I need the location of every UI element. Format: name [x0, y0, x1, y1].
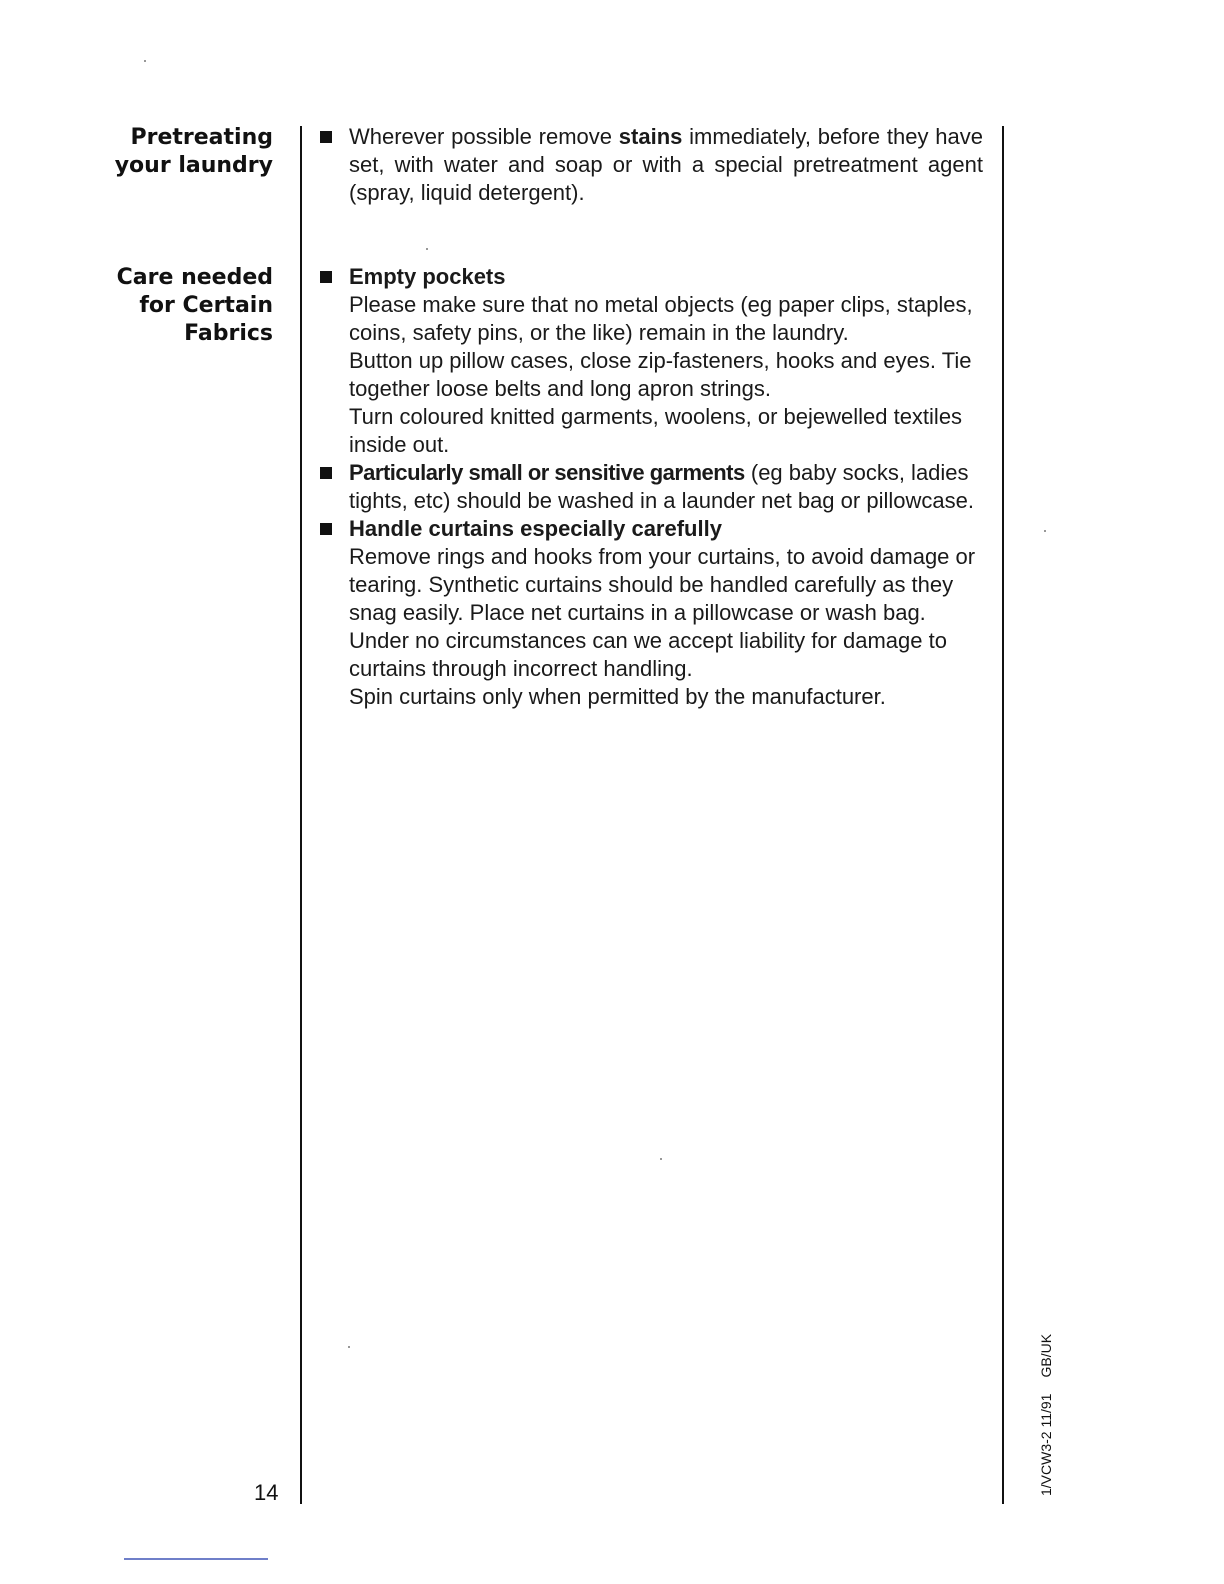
section-heading-care-fabrics	[117, 264, 273, 348]
bullet-square-icon	[320, 467, 332, 479]
empty-pockets-paragraph: Turn coloured knitted garments, woolens, or bejewelled textiles inside out.	[349, 404, 963, 457]
stains-paragraph	[349, 123, 983, 207]
stains-text-pre: Wherever possible remove	[349, 124, 619, 149]
scan-speck	[426, 248, 428, 250]
curtains-block	[349, 515, 985, 711]
sensitive-garments-paragraph	[349, 459, 985, 515]
scan-speck	[144, 60, 146, 62]
curtains-title: Handle curtains especially carefully	[349, 516, 722, 541]
stains-text-post: immediately, before they have set, with water and soap or with a special pretreatment agent (spray, liquid detergent).	[349, 124, 984, 205]
heading-line: Care needed	[116, 265, 273, 290]
page-number: 14	[254, 1480, 279, 1505]
left-column-rule	[300, 126, 302, 1504]
curtains-paragraph: Spin curtains only when permitted by the manufacturer.	[349, 684, 886, 709]
curtains-paragraph: Under no circumstances can we accept liability for damage to curtains through incorrect handling.	[349, 628, 947, 681]
empty-pockets-paragraph: Button up pillow cases, close zip-fasteners, hooks and eyes. Tie together loose belts and long apron strings.	[349, 348, 972, 401]
heading-line: for Certain	[139, 293, 273, 318]
region-code: GB/UK	[1038, 1333, 1054, 1378]
bullet-square-icon	[320, 271, 332, 283]
stains-bold: stains	[618, 124, 683, 149]
curtains-paragraph: Remove rings and hooks from your curtains, to avoid damage or tearing. Synthetic curtains should be handled carefully as they snag easily. Place net curtains in a pillowcase or wash bag.	[349, 544, 976, 625]
sensitive-garments-bold: Particularly small or sensitive garments	[349, 460, 745, 485]
empty-pockets-paragraph: Please make sure that no metal objects (eg paper clips, staples, coins, safety pins, or the like) remain in the laundry.	[349, 292, 973, 345]
document-code: 1/VCW3-2 11/91	[1038, 1393, 1054, 1496]
empty-pockets-title: Empty pockets	[349, 264, 506, 289]
heading-line: your laundry	[114, 153, 273, 178]
heading-line: Pretreating	[130, 125, 273, 150]
scan-speck	[660, 1158, 662, 1160]
scan-speck	[348, 1346, 350, 1348]
heading-line: Fabrics	[184, 321, 273, 346]
bullet-square-icon	[320, 523, 332, 535]
empty-pockets-block	[349, 263, 985, 459]
section-heading-pretreating	[115, 124, 273, 180]
scan-speck	[1044, 530, 1046, 532]
right-column-rule	[1002, 126, 1004, 1504]
bottom-accent-line	[124, 1558, 268, 1560]
bullet-square-icon	[320, 131, 332, 143]
sensitive-garments-text: (eg baby socks, ladies tights, etc) should be washed in a launder net bag or pillowcase.	[349, 460, 974, 513]
document-code-vertical	[1038, 1334, 1054, 1496]
